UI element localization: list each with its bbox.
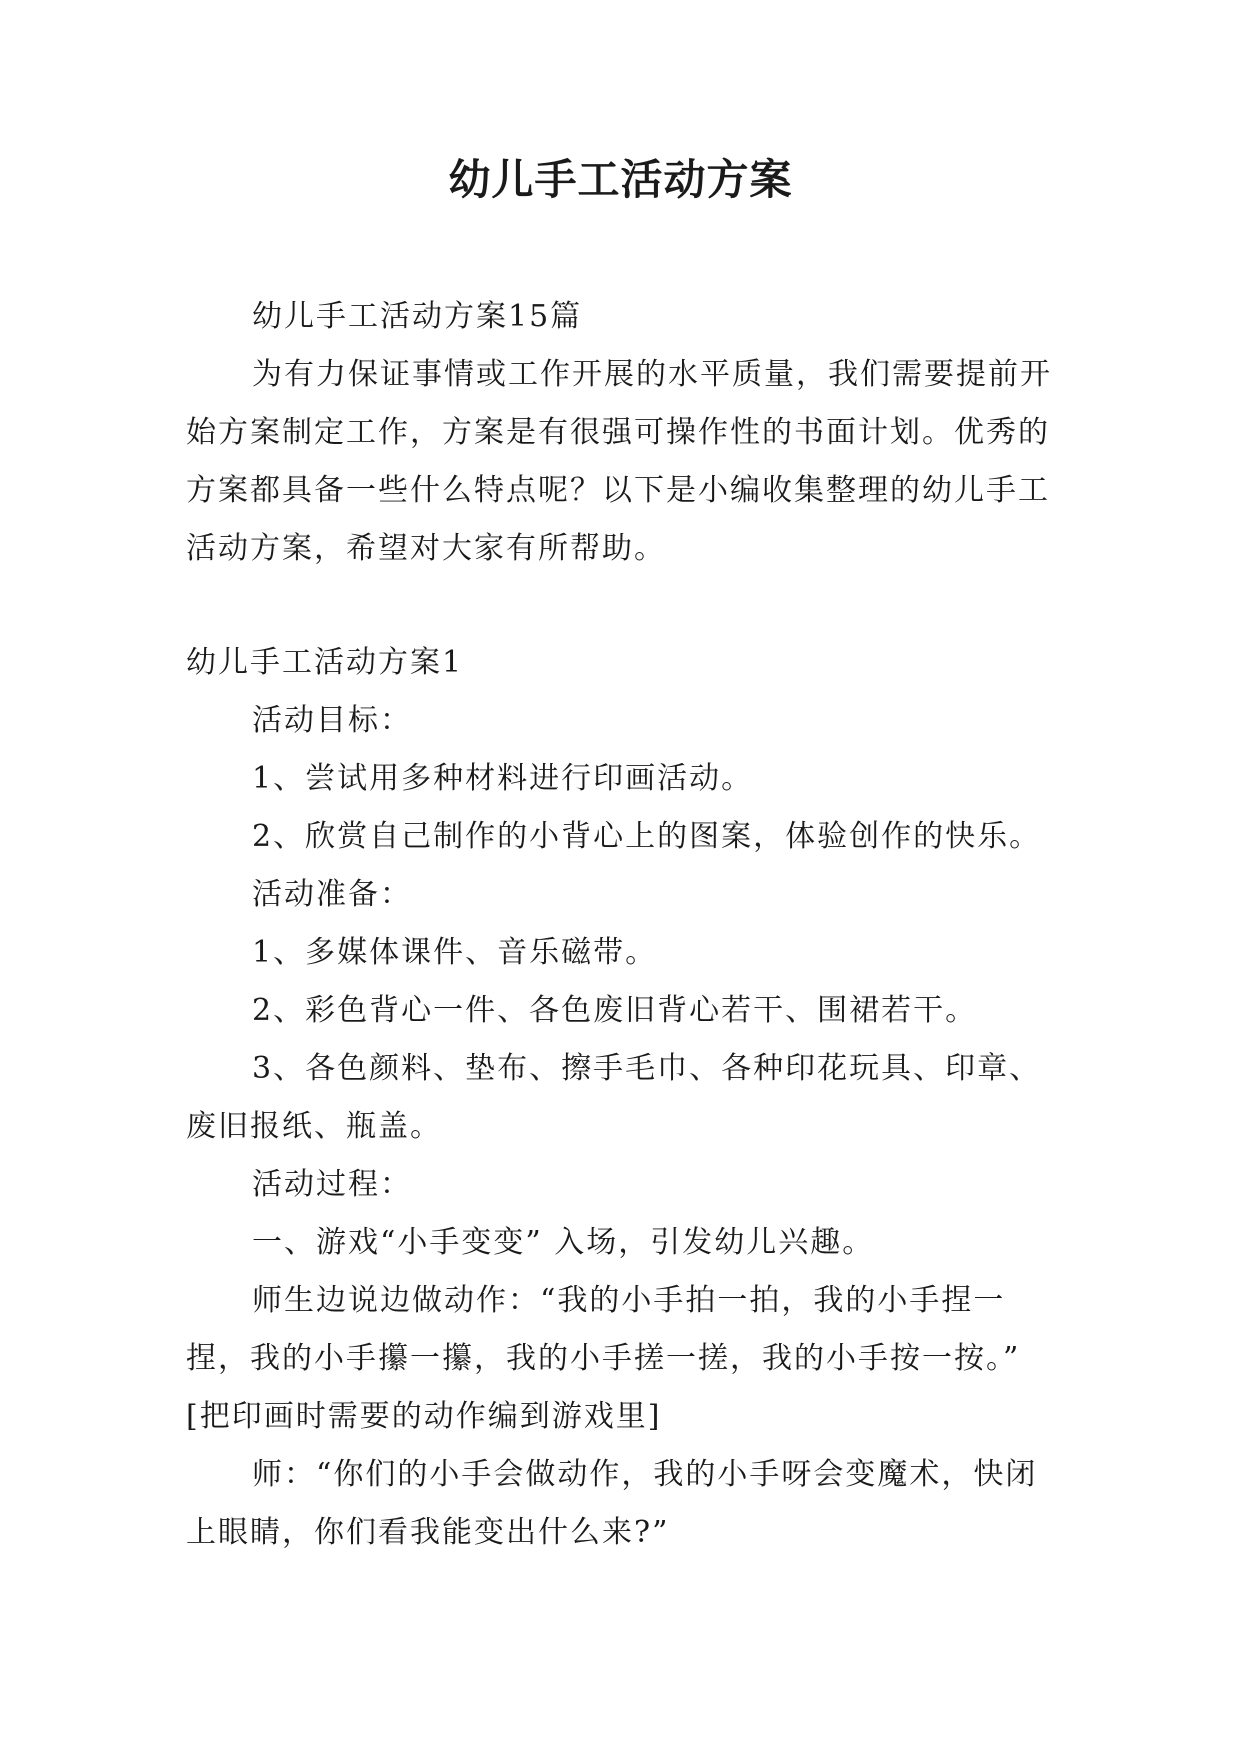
prep-item: 1、多媒体课件、音乐磁带。 [252,935,658,970]
teacher-dialogue: 师：“你们的小手会做动作，我的小手呀会变魔术，快闭上眼睛，你们看我能变出什么来?” [186,1457,1038,1550]
process-step: 一、游戏“小手变变” 入场，引发幼儿兴趣。 [252,1225,875,1260]
goals-heading: 活动目标： [252,703,412,738]
document-body [186,288,1056,1562]
intro-paragraph: 为有力保证事情或工作开展的水平质量，我们需要提前开始方案制定工作，方案是有很强可操作性的书面计划。优秀的方案都具备一些什么特点呢？以下是小编收集整理的幼儿手工活动方案，希望对大家有所帮助。 [186,357,1052,566]
goal-item: 1、尝试用多种材料进行印画活动。 [252,761,754,796]
section-spacer [186,578,1056,634]
section-heading: 幼儿手工活动方案1 [186,645,464,680]
prep-heading: 活动准备： [252,877,412,912]
prep-item: 2、彩色背心一件、各色废旧背心若干、围裙若干。 [252,993,978,1028]
document-title: 幼儿手工活动方案 [448,155,793,204]
prep-item: 3、各色颜料、垫布、擦手毛巾、各种印花玩具、印章、废旧报纸、瓶盖。 [186,1051,1042,1144]
teacher-dialogue: 师生边说边做动作：“我的小手拍一拍，我的小手捏一捏，我的小手攥一攥，我的小手搓一搓，我的小手按一按。” [186,1283,1021,1376]
intro-subtitle: 幼儿手工活动方案15篇 [252,299,583,334]
bracket-note: [把印画时需要的动作编到游戏里] [186,1399,662,1434]
process-heading: 活动过程： [252,1167,412,1202]
goal-item: 2、欣赏自己制作的小背心上的图案，体验创作的快乐。 [252,819,1042,854]
